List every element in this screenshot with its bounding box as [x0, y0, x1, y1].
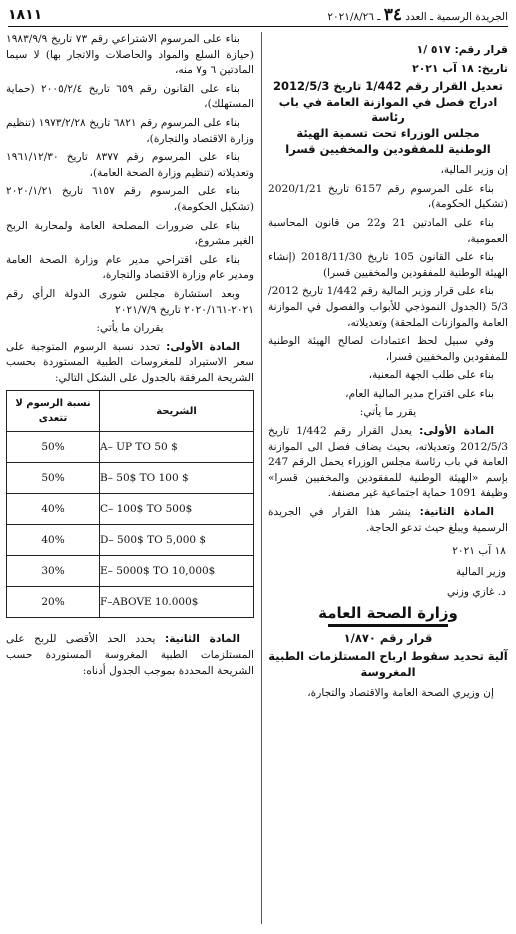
- rate-cell: 40%: [7, 525, 100, 556]
- table-row: [7, 525, 254, 556]
- table-row: [7, 556, 254, 587]
- decision-title: [268, 79, 508, 157]
- rate-cell: 20%: [7, 587, 100, 618]
- signature-title: وزير المالية: [455, 565, 506, 578]
- article-1: [268, 424, 508, 502]
- segment-cell: C– 100$ TO 500$: [100, 494, 254, 525]
- preamble: إن وزير المالية،: [440, 164, 508, 177]
- segment-cell: E– 5000$ TO 10,000$: [100, 556, 254, 587]
- recital: بناء على قرار وزير المالية رقم 1/442 تاريخ 2012/ 5/3 (الجدول النموذجي للأبواب والفصول في الموازنة العامة والموازنات الملحقة) وتعديلاته،: [268, 285, 508, 329]
- article-2: [6, 632, 254, 679]
- article-1-label: المادة الأولى:: [166, 340, 240, 353]
- segment-cell: A– UP TO 50 $: [100, 432, 254, 463]
- table-row: [7, 463, 254, 494]
- gazette-label: الجريدة الرسمية ـ العدد: [405, 11, 508, 23]
- article-1: [6, 340, 254, 387]
- decision2-title: [268, 649, 508, 680]
- column-divider: [261, 32, 262, 924]
- recital: بناء على اقتراح مدير المالية العام،: [345, 387, 494, 400]
- decision-date: تاريخ: ١٨ آب ٢٠٢١: [412, 61, 508, 75]
- recital: بناء على المرسوم رقم ٦٨٢١ تاريخ ١٩٧٣/٢/٢٨ (تنظيم وزارة الاقتصاد والتجارة)،: [6, 116, 254, 145]
- decides-line: يقرران ما يأتي:: [96, 322, 164, 335]
- page-header: [8, 4, 508, 27]
- decision2-title-line: آلية تحديد سقوط ارباح المستلزمات الطبية: [268, 649, 508, 664]
- article-1-text: تحدد نسبة الرسوم المتوجبة على سعر الاستيراد للمغروسات الطبية المستوردة بحسب الشريحة المرفقة بالجدول على الشكل التالي:: [6, 340, 254, 384]
- article-1-text: يعدل القرار رقم 1/442 تاريخ 2012/5/3 وتعديلاته، بحيث يضاف فصل الى الموازنة العامة في باب رئاسة مجلس الوزراء يحمل الرقم 247 بإسم «الهيئة الوطنية للمفقودين والمخفيين قسرا» وظيفة 1091 حماية اجتماعية غير مصنفة.: [268, 425, 508, 500]
- article-2-text: يحدد الحد الأقصى للربح على المستلزمات الطبية المغروسة المستوردة حسب الشريحة المحددة بموجب الجدول أدناه:: [6, 633, 254, 677]
- segment-cell: F–ABOVE 10.000$: [100, 587, 254, 618]
- table-row: [7, 587, 254, 618]
- rate-cell: 40%: [7, 494, 100, 525]
- rate-cell: 50%: [7, 432, 100, 463]
- rates-table: [6, 390, 254, 618]
- decision-title-line: مجلس الوزراء تحت تسمية الهيئة: [296, 125, 480, 140]
- ministry-rule: [328, 624, 448, 627]
- decision2-title-line: المغروسة: [360, 664, 416, 679]
- recital: بناء على طلب الجهة المعنية،: [368, 369, 494, 382]
- decision-title-line: تعديل القرار رقم 1/442 تاريخ 2012/5/3: [273, 79, 503, 94]
- recital: وبعد استشارة مجلس شورى الدولة الرأي رقم ٢٠٢١-٢٠٢٠/١٦١ تاريخ ٢٠٢١/٧/٩: [6, 287, 254, 316]
- recital: بناء على المرسوم رقم ٨٣٧٧ تاريخ ١٩٦١/١٢/٣٠ وتعديلاته (تنظيم وزارة الصحة العامة)،: [6, 151, 254, 179]
- decides-line: يقرر ما يأتي:: [359, 406, 417, 419]
- table-header-row: [7, 391, 254, 432]
- recital: وفي سبيل لحظ اعتمادات لصالح الهيئة الوطنية للمفقودين والمخفيين قسرا،: [268, 335, 508, 363]
- recital: بناء على المرسوم الاشتراعي رقم ٧٣ تاريخ ١٩٨٣/٩/٩ (حيازة السلع والمواد والحاصلات والاتجار بها) لا سيما المادتين ٦ و٧ منه،: [6, 33, 254, 77]
- recital: بناء على المرسوم رقم 6157 تاريخ 2020/1/21 (تشكيل الحكومة)،: [268, 182, 508, 211]
- page-number: ١٨١١: [8, 7, 43, 23]
- decision-number: قرار رقم: ٥١٧ /١: [416, 43, 508, 56]
- rate-cell: 30%: [7, 556, 100, 587]
- article-2-text: ينشر هذا القرار في الجريدة الرسمية ويبلغ حيث تدعو الحاجة.: [268, 506, 508, 534]
- decision-title-line: الوطنية للمفقودين والمخفيين قسرا: [285, 141, 491, 156]
- article-2: [268, 505, 508, 536]
- rate-cell: 50%: [7, 463, 100, 494]
- article-2-label: المادة الثانية:: [419, 506, 494, 519]
- article-1-label: المادة الأولى:: [419, 425, 494, 438]
- gazette-issue-line: الجريدة الرسمية ـ العدد ٣٤ ـ ٢٠٢١/٨/٢٦: [327, 5, 508, 25]
- signature-block: [268, 544, 508, 601]
- issue-date: ٢٠٢١/٨/٢٦: [327, 11, 374, 23]
- right-column: [268, 32, 508, 705]
- recital: بناء على المرسوم رقم ٦١٥٧ تاريخ ٢٠٢٠/١/٢١ (تشكيل الحكومة)،: [6, 185, 254, 213]
- ministry-heading: وزارة الصحة العامة: [318, 604, 458, 622]
- segment-cell: B– 50$ TO 100 $: [100, 463, 254, 494]
- recital: بناء على ضرورات المصلحة العامة ولمحاربة الربح الغير مشروع،: [6, 219, 254, 248]
- recital: بناء على المادتين 21 و22 من قانون المحاسبة العمومية،: [268, 216, 508, 245]
- decision-title-line: ادراج فصل في الموازنة العامة في باب رئاسة: [278, 94, 498, 125]
- issue-number: ٣٤: [383, 5, 402, 25]
- article-2-label: المادة الثانية:: [164, 633, 240, 646]
- table-row: [7, 494, 254, 525]
- recital: بناء على القانون رقم ٦٥٩ تاريخ ٢٠٠٥/٢/٤ (حماية المستهلك)،: [6, 82, 254, 111]
- header-segment: الشريحة: [100, 391, 254, 432]
- table-row: [7, 432, 254, 463]
- header-rate: نسبة الرسوم لا تتعدى: [7, 391, 100, 432]
- segment-cell: D– 500$ TO 5,000 $: [100, 525, 254, 556]
- signature-date: ١٨ آب ٢٠٢١: [452, 545, 506, 558]
- decision2-preamble: إن وزيري الصحة العامة والاقتصاد والتجارة،: [307, 687, 494, 700]
- left-column: [6, 32, 254, 682]
- recital: بناء على القانون 105 تاريخ 2018/11/30 (إنشاء الهيئة الوطنية للمفقودين والمخفيين قسرا): [268, 251, 508, 279]
- signature-name: د. غازي وزني: [446, 586, 506, 599]
- recital: بناء على اقتراحي مدير عام وزارة الصحة العامة ومدير عام وزارة الاقتصاد والتجارة،: [6, 253, 254, 282]
- decision2-number: قرار رقم ١/٨٧٠: [343, 630, 433, 645]
